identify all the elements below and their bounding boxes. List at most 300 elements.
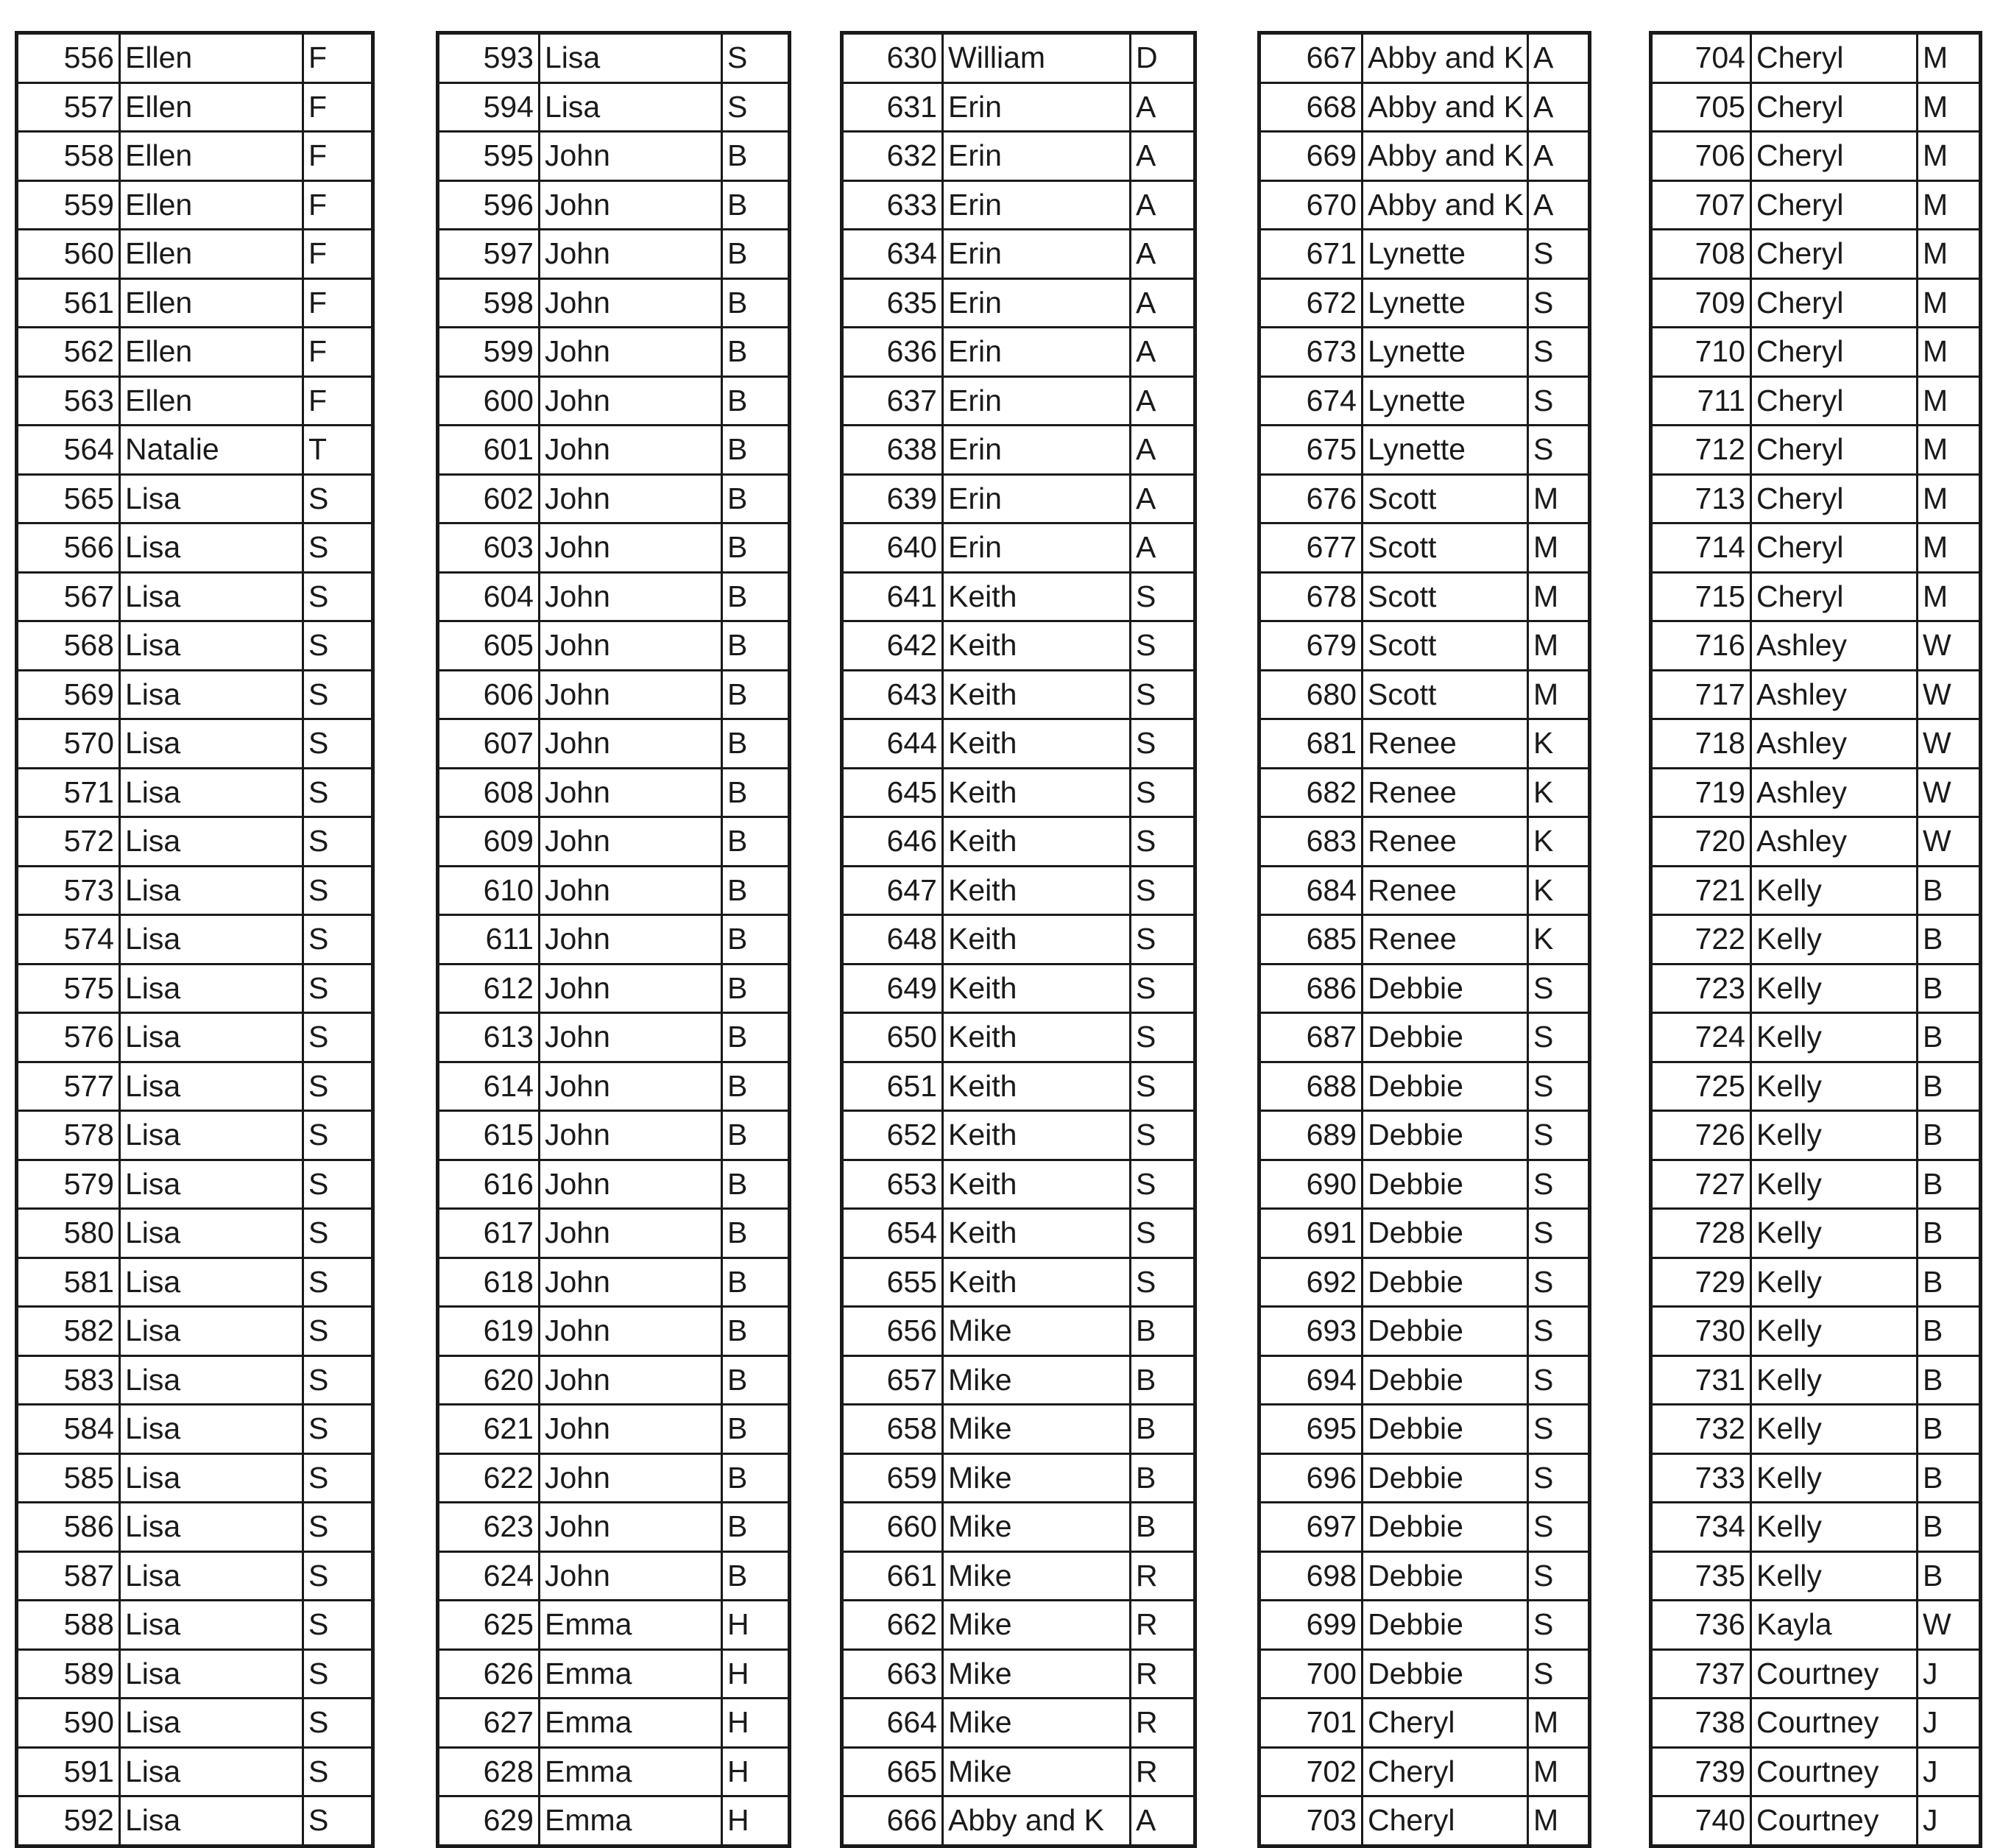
table-row (17, 1796, 373, 1847)
name-cell: Kelly (1751, 915, 1918, 964)
code-cell: S (303, 1796, 373, 1847)
table-row (1259, 523, 1590, 573)
name-cell: Kelly (1751, 1111, 1918, 1160)
code-cell: F (303, 278, 373, 328)
code-cell: B (722, 866, 790, 915)
table-row (842, 278, 1195, 328)
code-cell: B (722, 230, 790, 279)
code-cell: S (303, 572, 373, 621)
row-number-cell: 660 (842, 1503, 943, 1552)
row-number-cell: 691 (1259, 1209, 1363, 1258)
table-row (1259, 866, 1590, 915)
row-number-cell: 581 (17, 1258, 120, 1307)
row-number-cell: 690 (1259, 1160, 1363, 1209)
code-cell: S (1131, 915, 1195, 964)
code-cell: S (303, 1405, 373, 1454)
code-cell: B (1918, 1209, 1981, 1258)
row-number-cell: 664 (842, 1699, 943, 1748)
table-row (842, 1209, 1195, 1258)
name-cell: Erin (943, 474, 1131, 523)
table-row (842, 1453, 1195, 1503)
row-number-cell: 583 (17, 1355, 120, 1405)
name-cell: Abby and K (1363, 33, 1528, 83)
code-cell: A (1131, 82, 1195, 132)
table-row (438, 1747, 790, 1796)
code-cell: H (722, 1699, 790, 1748)
name-cell: Ellen (120, 33, 303, 83)
table-row (1259, 768, 1590, 817)
name-cell: John (540, 1551, 722, 1601)
name-cell: John (540, 278, 722, 328)
name-cell: Lisa (120, 1405, 303, 1454)
row-number-cell: 560 (17, 230, 120, 279)
code-cell: B (722, 817, 790, 867)
code-cell: S (303, 964, 373, 1013)
table-row (842, 82, 1195, 132)
row-number-cell: 562 (17, 328, 120, 377)
name-cell: Emma (540, 1601, 722, 1650)
name-cell: John (540, 621, 722, 671)
name-cell: Lisa (120, 768, 303, 817)
table-row (438, 1453, 790, 1503)
row-number-cell: 674 (1259, 376, 1363, 426)
row-number-cell: 699 (1259, 1601, 1363, 1650)
name-cell: Courtney (1751, 1699, 1918, 1748)
code-cell: B (1918, 1453, 1981, 1503)
code-cell: M (1918, 523, 1981, 573)
name-cell: Ellen (120, 180, 303, 230)
code-cell: S (1528, 1355, 1590, 1405)
name-cell: Cheryl (1751, 376, 1918, 426)
row-number-cell: 573 (17, 866, 120, 915)
name-cell: Ellen (120, 230, 303, 279)
row-number-cell: 567 (17, 572, 120, 621)
row-number-cell: 592 (17, 1796, 120, 1847)
code-cell: H (722, 1649, 790, 1699)
table-row (438, 964, 790, 1013)
row-number-cell: 665 (842, 1747, 943, 1796)
table-row (1651, 621, 1981, 671)
name-cell: Courtney (1751, 1747, 1918, 1796)
code-cell: B (1918, 1551, 1981, 1601)
name-cell: Keith (943, 670, 1131, 719)
row-number-cell: 586 (17, 1503, 120, 1552)
code-cell: W (1918, 1601, 1981, 1650)
name-cell: Debbie (1363, 1062, 1528, 1111)
row-number-cell: 701 (1259, 1699, 1363, 1748)
row-number-cell: 611 (438, 915, 540, 964)
table-row (1259, 1258, 1590, 1307)
code-cell: M (1918, 328, 1981, 377)
row-number-cell: 640 (842, 523, 943, 573)
name-cell: Kelly (1751, 1551, 1918, 1601)
table-row (842, 426, 1195, 475)
row-number-cell: 644 (842, 719, 943, 769)
table-row (1259, 915, 1590, 964)
row-number-cell: 721 (1651, 866, 1751, 915)
table-row (1259, 426, 1590, 475)
name-cell: John (540, 915, 722, 964)
row-number-cell: 673 (1259, 328, 1363, 377)
row-number-cell: 723 (1651, 964, 1751, 1013)
code-cell: B (1131, 1405, 1195, 1454)
name-cell: Cheryl (1751, 33, 1918, 83)
name-cell: Keith (943, 768, 1131, 817)
name-cell: John (540, 1111, 722, 1160)
row-number-cell: 739 (1651, 1747, 1751, 1796)
table-row (17, 1111, 373, 1160)
table-row (438, 278, 790, 328)
table-row (842, 1551, 1195, 1601)
name-cell: John (540, 1013, 722, 1062)
row-number-cell: 571 (17, 768, 120, 817)
name-cell: Cheryl (1751, 230, 1918, 279)
table-row (17, 817, 373, 867)
code-cell: S (1528, 1062, 1590, 1111)
name-cell: Kelly (1751, 1355, 1918, 1405)
name-cell: Emma (540, 1699, 722, 1748)
table-row (842, 1355, 1195, 1405)
code-cell: A (1131, 328, 1195, 377)
code-cell: S (1131, 964, 1195, 1013)
table-row (17, 426, 373, 475)
table-row (842, 1013, 1195, 1062)
code-cell: S (303, 474, 373, 523)
table-row (1259, 278, 1590, 328)
row-number-cell: 709 (1651, 278, 1751, 328)
row-number-cell: 676 (1259, 474, 1363, 523)
row-number-cell: 591 (17, 1747, 120, 1796)
name-cell: John (540, 817, 722, 867)
code-cell: B (722, 768, 790, 817)
code-cell: S (722, 82, 790, 132)
row-number-cell: 588 (17, 1601, 120, 1650)
name-cell: Cheryl (1751, 426, 1918, 475)
name-cell: Lisa (120, 1013, 303, 1062)
name-cell: John (540, 572, 722, 621)
name-cell: Erin (943, 180, 1131, 230)
table-row (17, 1551, 373, 1601)
row-number-cell: 605 (438, 621, 540, 671)
name-cell: Lisa (120, 964, 303, 1013)
row-number-cell: 638 (842, 426, 943, 475)
name-cell: Debbie (1363, 1649, 1528, 1699)
code-cell: A (1131, 376, 1195, 426)
row-number-cell: 558 (17, 132, 120, 181)
name-cell: John (540, 474, 722, 523)
name-cell: Emma (540, 1649, 722, 1699)
table-row (17, 1405, 373, 1454)
name-cell: Abby and K (943, 1796, 1131, 1847)
row-number-cell: 707 (1651, 180, 1751, 230)
code-cell: W (1918, 719, 1981, 769)
table-row (1651, 328, 1981, 377)
code-cell: S (1131, 1160, 1195, 1209)
code-cell: S (1131, 621, 1195, 671)
table-row (1259, 1209, 1590, 1258)
code-cell: S (1528, 278, 1590, 328)
row-number-cell: 688 (1259, 1062, 1363, 1111)
table-row (1651, 1209, 1981, 1258)
row-number-cell: 700 (1259, 1649, 1363, 1699)
name-cell: Courtney (1751, 1649, 1918, 1699)
code-cell: M (1528, 1796, 1590, 1847)
table-row (17, 82, 373, 132)
name-cell: Emma (540, 1796, 722, 1847)
code-cell: S (303, 1307, 373, 1356)
code-cell: K (1528, 719, 1590, 769)
row-number-cell: 598 (438, 278, 540, 328)
row-number-cell: 600 (438, 376, 540, 426)
name-cell: Debbie (1363, 1601, 1528, 1650)
name-cell: John (540, 230, 722, 279)
name-cell: Ashley (1751, 621, 1918, 671)
table-row (1259, 1796, 1590, 1847)
code-cell: H (722, 1747, 790, 1796)
table-row (1651, 1551, 1981, 1601)
code-cell: M (1918, 230, 1981, 279)
name-cell: Ellen (120, 82, 303, 132)
row-number-cell: 615 (438, 1111, 540, 1160)
name-cell: Renee (1363, 719, 1528, 769)
code-cell: B (1918, 1258, 1981, 1307)
row-number-cell: 682 (1259, 768, 1363, 817)
code-cell: S (303, 670, 373, 719)
table-row (17, 132, 373, 181)
row-number-cell: 702 (1259, 1747, 1363, 1796)
table-row (1651, 1649, 1981, 1699)
table-row (842, 1062, 1195, 1111)
name-cell: John (540, 1062, 722, 1111)
table-row (1259, 1503, 1590, 1552)
code-cell: S (1131, 866, 1195, 915)
row-number-cell: 696 (1259, 1453, 1363, 1503)
table-row (1651, 1796, 1981, 1847)
table-row (1259, 817, 1590, 867)
table-row (438, 670, 790, 719)
row-number-cell: 689 (1259, 1111, 1363, 1160)
table-row (1651, 964, 1981, 1013)
table-row (438, 180, 790, 230)
code-cell: M (1528, 1699, 1590, 1748)
code-cell: B (722, 1062, 790, 1111)
table-row (438, 1503, 790, 1552)
row-number-cell: 584 (17, 1405, 120, 1454)
row-number-cell: 738 (1651, 1699, 1751, 1748)
row-number-cell: 735 (1651, 1551, 1751, 1601)
code-cell: R (1131, 1551, 1195, 1601)
code-cell: A (1528, 132, 1590, 181)
name-cell: Mike (943, 1551, 1131, 1601)
code-cell: A (1131, 132, 1195, 181)
name-cell: Lisa (120, 1503, 303, 1552)
row-number-cell: 720 (1651, 817, 1751, 867)
name-cell: Kelly (1751, 1062, 1918, 1111)
table-row (17, 621, 373, 671)
table-row (1259, 1405, 1590, 1454)
table-row (17, 376, 373, 426)
code-cell: M (1918, 474, 1981, 523)
name-cell: John (540, 964, 722, 1013)
row-number-cell: 622 (438, 1453, 540, 1503)
code-cell: B (722, 915, 790, 964)
name-cell: Lisa (120, 719, 303, 769)
table-row (1651, 817, 1981, 867)
table-row (17, 964, 373, 1013)
name-cell: Lynette (1363, 328, 1528, 377)
roster-table-body (17, 33, 373, 1847)
name-cell: Kelly (1751, 1160, 1918, 1209)
name-cell: Scott (1363, 670, 1528, 719)
row-number-cell: 635 (842, 278, 943, 328)
row-number-cell: 568 (17, 621, 120, 671)
table-row (438, 866, 790, 915)
code-cell: S (1528, 1453, 1590, 1503)
table-row (1651, 426, 1981, 475)
name-cell: Lisa (120, 572, 303, 621)
row-number-cell: 603 (438, 523, 540, 573)
row-number-cell: 666 (842, 1796, 943, 1847)
code-cell: R (1131, 1699, 1195, 1748)
code-cell: F (303, 132, 373, 181)
code-cell: M (1918, 82, 1981, 132)
table-row (438, 1551, 790, 1601)
code-cell: S (1528, 1111, 1590, 1160)
row-number-cell: 679 (1259, 621, 1363, 671)
code-cell: B (722, 426, 790, 475)
name-cell: John (540, 1453, 722, 1503)
name-cell: Lisa (120, 1062, 303, 1111)
code-cell: B (1918, 1062, 1981, 1111)
name-cell: John (540, 1405, 722, 1454)
code-cell: S (1528, 1209, 1590, 1258)
table-row (438, 768, 790, 817)
table-row (842, 866, 1195, 915)
code-cell: B (722, 670, 790, 719)
row-number-cell: 572 (17, 817, 120, 867)
code-cell: B (722, 1453, 790, 1503)
name-cell: Ellen (120, 376, 303, 426)
table-row (438, 328, 790, 377)
name-cell: Kelly (1751, 1503, 1918, 1552)
code-cell: T (303, 426, 373, 475)
code-cell: R (1131, 1747, 1195, 1796)
row-number-cell: 616 (438, 1160, 540, 1209)
row-number-cell: 557 (17, 82, 120, 132)
table-row (438, 1111, 790, 1160)
table-row (1651, 376, 1981, 426)
code-cell: B (722, 1258, 790, 1307)
row-number-cell: 726 (1651, 1111, 1751, 1160)
table-row (17, 1160, 373, 1209)
table-row (1259, 964, 1590, 1013)
code-cell: S (303, 1453, 373, 1503)
name-cell: Lisa (120, 1796, 303, 1847)
row-number-cell: 710 (1651, 328, 1751, 377)
code-cell: B (1918, 915, 1981, 964)
code-cell: S (303, 1111, 373, 1160)
code-cell: S (303, 866, 373, 915)
name-cell: Scott (1363, 474, 1528, 523)
name-cell: Lisa (120, 1551, 303, 1601)
code-cell: S (1528, 426, 1590, 475)
table-row (17, 278, 373, 328)
table-row (1259, 1649, 1590, 1699)
table-row (842, 1747, 1195, 1796)
row-number-cell: 594 (438, 82, 540, 132)
row-number-cell: 613 (438, 1013, 540, 1062)
table-row (438, 1355, 790, 1405)
row-number-cell: 734 (1651, 1503, 1751, 1552)
code-cell: M (1918, 572, 1981, 621)
code-cell: F (303, 180, 373, 230)
table-row (842, 1699, 1195, 1748)
code-cell: B (1918, 1013, 1981, 1062)
table-row (438, 1160, 790, 1209)
code-cell: B (1918, 866, 1981, 915)
row-number-cell: 574 (17, 915, 120, 964)
table-row (1651, 670, 1981, 719)
table-row (1651, 1699, 1981, 1748)
table-row (842, 1307, 1195, 1356)
row-number-cell: 678 (1259, 572, 1363, 621)
code-cell: B (722, 1551, 790, 1601)
roster-table-5 (1649, 31, 1982, 1848)
code-cell: B (722, 278, 790, 328)
row-number-cell: 648 (842, 915, 943, 964)
code-cell: B (1131, 1503, 1195, 1552)
roster-table-body (1651, 33, 1981, 1847)
table-row (1651, 82, 1981, 132)
row-number-cell: 736 (1651, 1601, 1751, 1650)
table-row (1259, 1601, 1590, 1650)
table-row (17, 474, 373, 523)
row-number-cell: 647 (842, 866, 943, 915)
table-row (438, 1307, 790, 1356)
code-cell: B (722, 132, 790, 181)
name-cell: John (540, 1355, 722, 1405)
code-cell: M (1918, 180, 1981, 230)
table-row (438, 621, 790, 671)
code-cell: B (722, 376, 790, 426)
row-number-cell: 667 (1259, 33, 1363, 83)
row-number-cell: 595 (438, 132, 540, 181)
row-number-cell: 631 (842, 82, 943, 132)
table-row (17, 180, 373, 230)
name-cell: Erin (943, 230, 1131, 279)
row-number-cell: 659 (842, 1453, 943, 1503)
table-row (1651, 1111, 1981, 1160)
row-number-cell: 606 (438, 670, 540, 719)
table-row (842, 1160, 1195, 1209)
table-row (438, 1062, 790, 1111)
row-number-cell: 713 (1651, 474, 1751, 523)
code-cell: S (303, 1601, 373, 1650)
name-cell: Cheryl (1751, 180, 1918, 230)
name-cell: John (540, 1209, 722, 1258)
table-row (1259, 1062, 1590, 1111)
code-cell: B (722, 1355, 790, 1405)
name-cell: Lisa (120, 1649, 303, 1699)
table-row (1259, 1355, 1590, 1405)
code-cell: M (1528, 474, 1590, 523)
name-cell: Erin (943, 82, 1131, 132)
table-row (438, 1258, 790, 1307)
code-cell: S (303, 1013, 373, 1062)
row-number-cell: 732 (1651, 1405, 1751, 1454)
row-number-cell: 580 (17, 1209, 120, 1258)
table-row (17, 1209, 373, 1258)
